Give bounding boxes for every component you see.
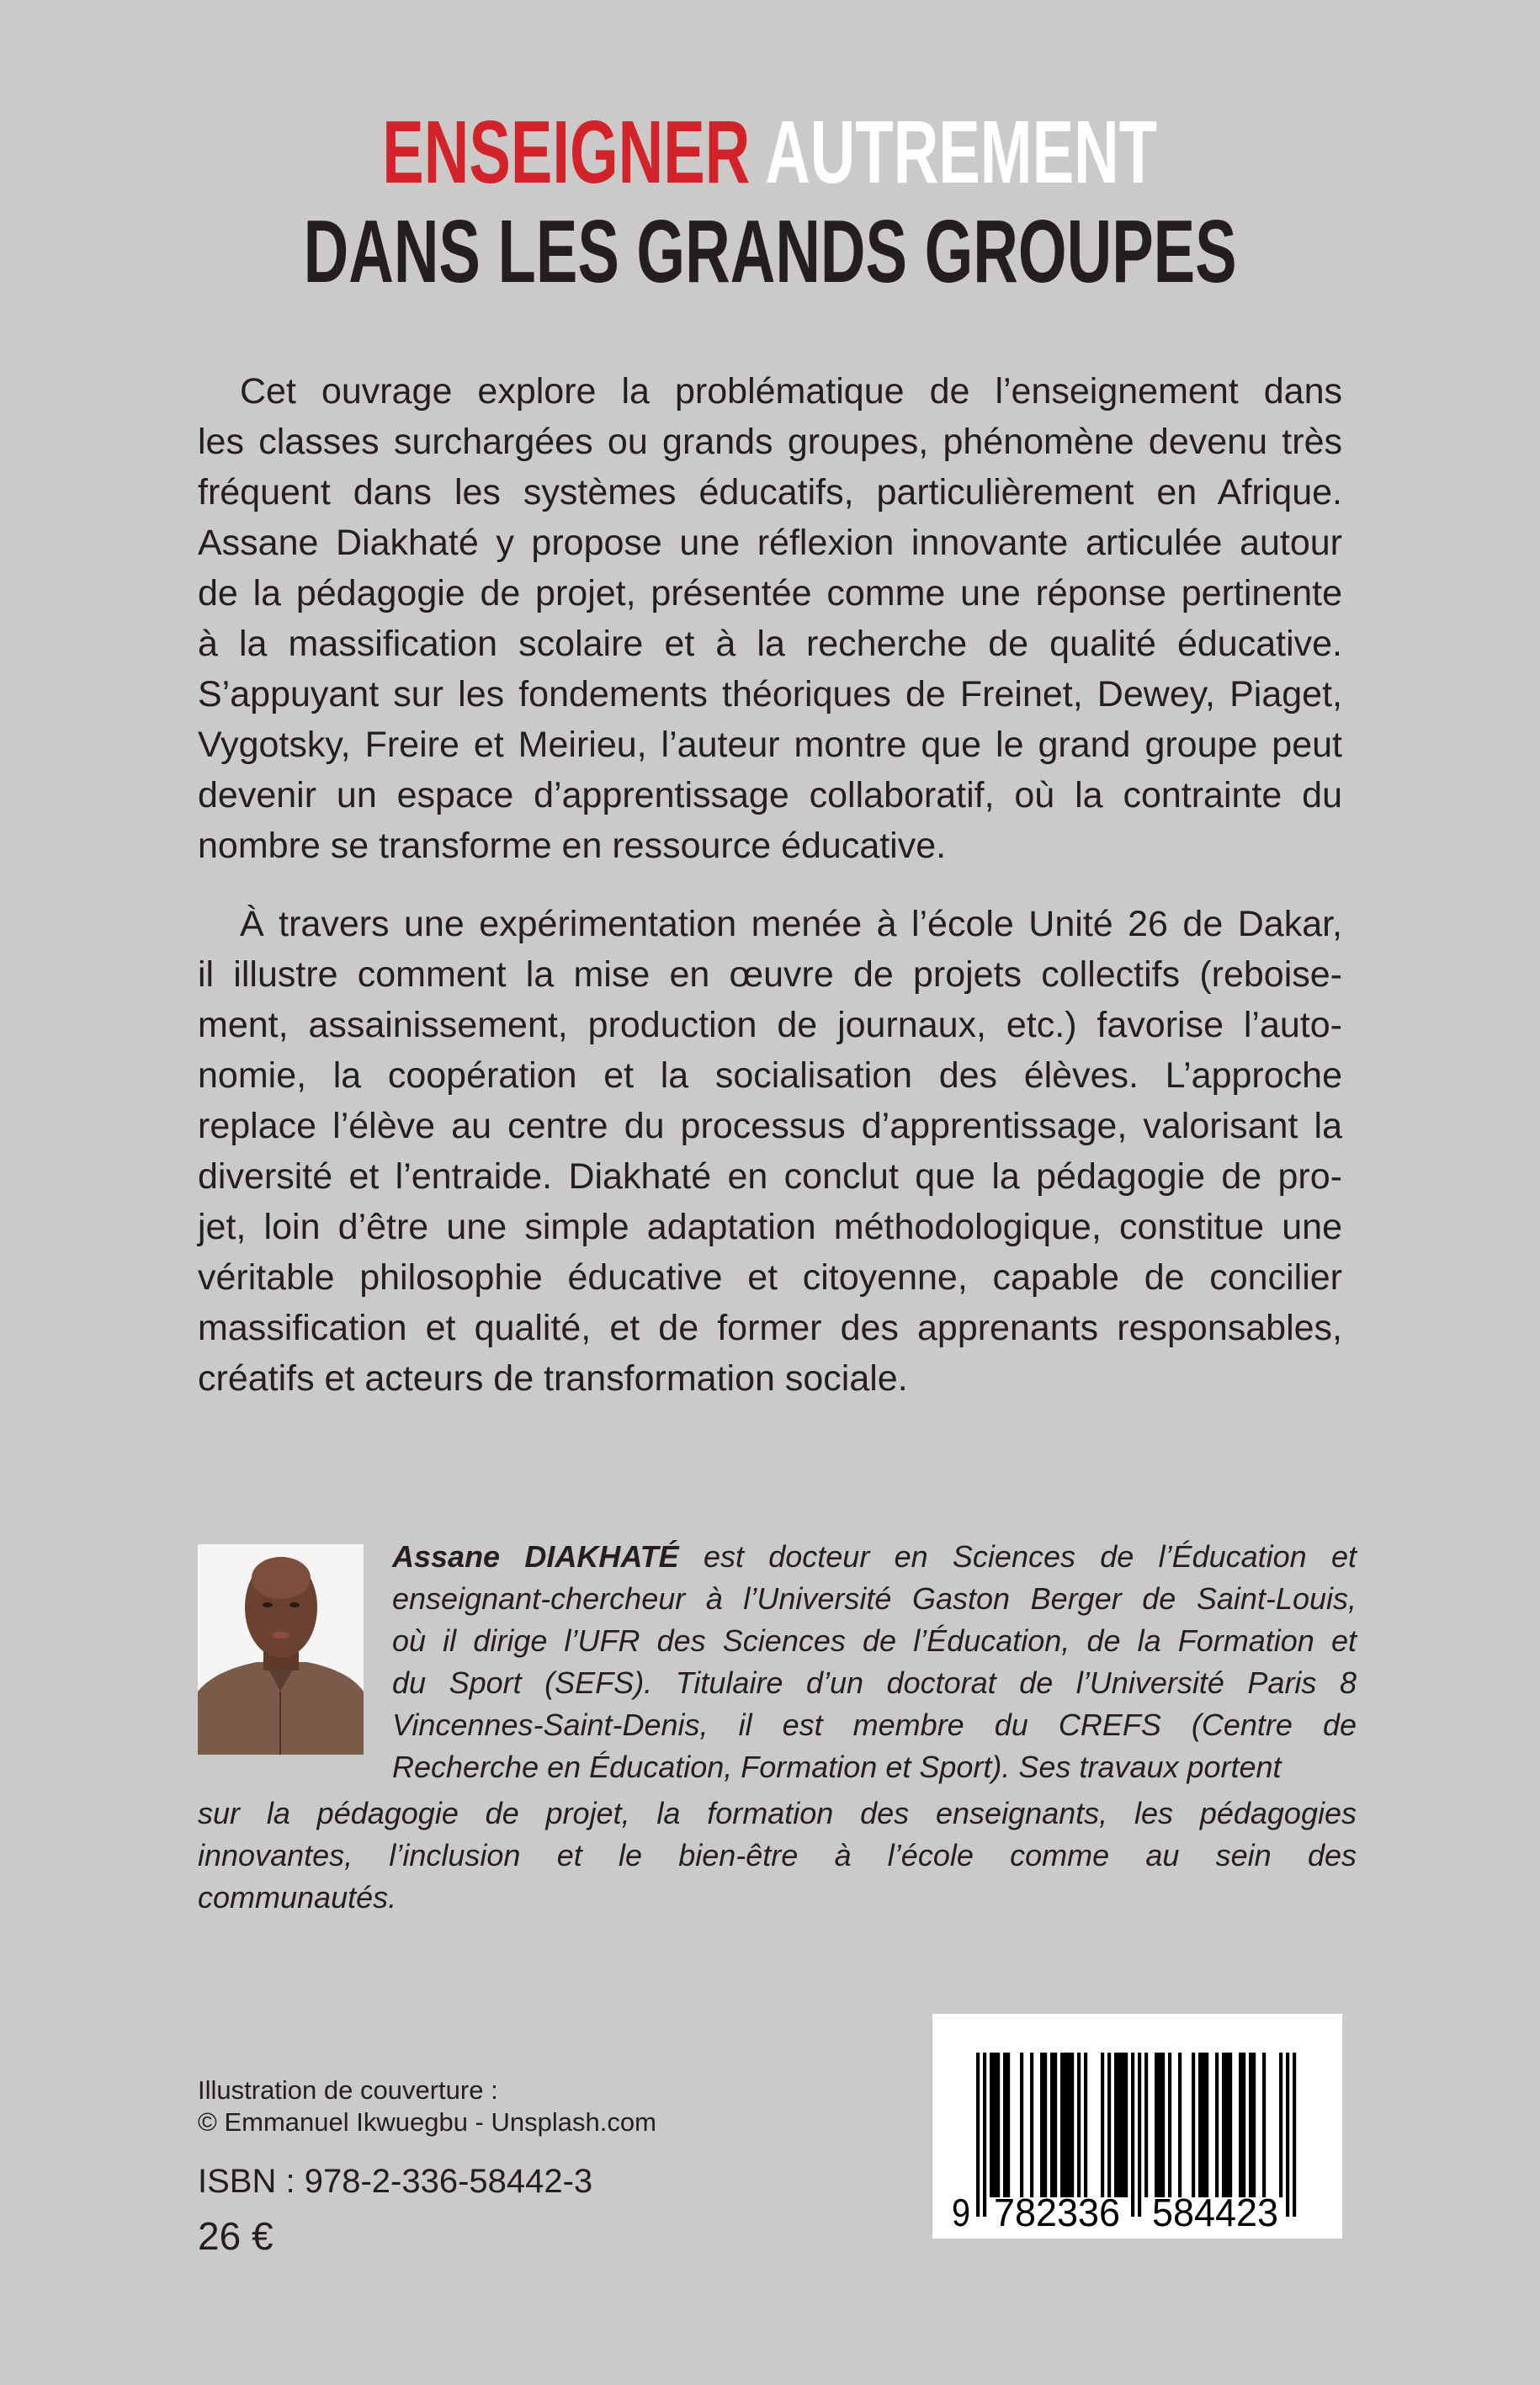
credit-label: Illustration de couverture : (198, 2075, 498, 2105)
text-line: créatifs et acteurs de transformation sociale. (198, 1358, 908, 1399)
barcode-bar (990, 2053, 993, 2197)
text-line: Vincennes-Saint-Denis, il est membre du CREFS (Centre de (392, 1708, 1357, 1742)
barcode-bar (983, 2053, 986, 2217)
barcode-bar (1114, 2053, 1118, 2197)
author-photo (198, 1544, 364, 1755)
barcode-bar (1293, 2053, 1296, 2217)
text-line: S’appuyant sur les fondements théoriques de Freinet, Dewey, Piaget, (198, 674, 1342, 714)
author-bio-below-photo (198, 1793, 1357, 1919)
credit-source: © Emmanuel Ikwuegbu - Unsplash.com (198, 2107, 656, 2137)
text-line: de la pédagogie de projet, présentée comme une réponse pertinente (198, 573, 1342, 614)
text-line: innovantes, l’inclusion et le bien-être à l’école comme au sein des (198, 1838, 1357, 1872)
barcode-bar (1054, 2053, 1057, 2197)
price: 26 € (198, 2214, 273, 2258)
barcode-bar (1215, 2053, 1219, 2197)
text-line: enseignant-chercheur à l’Université Gaston Berger de Saint-Louis, (392, 1581, 1357, 1616)
barcode-bar (1067, 2053, 1070, 2197)
barcode-bar (1158, 2053, 1161, 2197)
barcode-bar (1239, 2053, 1242, 2197)
text-line: à la massification scolaire et à la recherche de qualité éducative. (198, 624, 1342, 664)
summary-paragraph-1 (198, 366, 1342, 871)
barcode-bar (1040, 2053, 1043, 2197)
summary-paragraph-2 (198, 899, 1342, 1404)
text-line: ment, assainissement, production de journaux, etc.) favorise l’auto- (198, 1005, 1342, 1045)
barcode-bar (1249, 2053, 1252, 2197)
barcode-bar (1060, 2053, 1064, 2197)
author-name: Assane DIAKHATÉ (392, 1539, 679, 1574)
barcode (932, 2014, 1342, 2239)
barcode-bar (1161, 2053, 1165, 2197)
barcode-digits-left: 782336 (994, 2191, 1120, 2234)
barcode-bar (1124, 2053, 1128, 2197)
title-line-2-text: DANS LES GRANDS GROUPES (303, 202, 1237, 301)
text-line: massification et qualité, et de former des apprenants responsables, (198, 1308, 1342, 1348)
text-line: diversité et l’entraide. Diakhaté en conclut que la pédagogie de pro- (198, 1156, 1342, 1197)
barcode-bar (1077, 2053, 1081, 2197)
text-line: les classes surchargées ou grands groupes, phénomène devenu très (198, 422, 1342, 462)
barcode-bar (1178, 2053, 1182, 2197)
text-line: du Sport (SEFS). Titulaire d’un doctorat de l’Université Paris 8 (392, 1665, 1357, 1700)
text-line: communautés. (198, 1880, 397, 1915)
text-line: nombre se transforme en ressource éducative. (198, 826, 947, 866)
barcode-bar (1020, 2053, 1023, 2197)
barcode-digits-first: 9 (952, 2191, 970, 2234)
author-bio-beside-photo (392, 1536, 1357, 1788)
barcode-bar (1225, 2053, 1229, 2197)
barcode-bar (1064, 2053, 1067, 2197)
barcode-bar (1107, 2053, 1111, 2197)
barcode-bar (1101, 2053, 1104, 2197)
barcode-bar (1084, 2053, 1087, 2197)
barcode-bar (1030, 2053, 1033, 2197)
text-line: jet, loin d’être une simple adaptation méthodologique, constitue une (198, 1207, 1342, 1247)
barcode-bar (1003, 2053, 1006, 2197)
isbn: ISBN : 978-2-336-58442-3 (198, 2163, 593, 2200)
title-line-1 (0, 103, 1540, 202)
bio-text: est docteur en Sciences de l’Éducation et (678, 1539, 1357, 1574)
barcode-bar (1006, 2053, 1010, 2197)
barcode-bar (1286, 2053, 1289, 2217)
barcode-bar (1192, 2053, 1195, 2197)
barcode-bar (1131, 2053, 1134, 2217)
text-line: véritable philosophie éducative et citoyenne, capable de concilier (198, 1257, 1342, 1298)
barcode-bar (1252, 2053, 1256, 2197)
text-line: sur la pédagogie de projet, la formation des enseignants, les pédagogies (198, 1796, 1357, 1830)
barcode-bar (1118, 2053, 1121, 2197)
barcode-bar (1222, 2053, 1225, 2197)
barcode-bar (993, 2053, 996, 2197)
barcode-bar (1229, 2053, 1232, 2197)
barcode-bar (1155, 2053, 1158, 2197)
barcode-bar (1242, 2053, 1245, 2197)
barcode-bar (1043, 2053, 1047, 2197)
cover-credit (198, 2074, 656, 2138)
title-red-word: ENSEIGNER (382, 103, 751, 202)
title-white-word: AUTREMENT (765, 103, 1158, 202)
text-line: devenir un espace d’apprentissage collaboratif, où la contrainte du (198, 775, 1342, 815)
barcode-bar (1121, 2053, 1124, 2197)
barcode-bar (1138, 2053, 1141, 2217)
barcode-bar (1070, 2053, 1074, 2197)
text-line: Cet ouvrage explore la problématique de l’enseignement dans (240, 371, 1342, 412)
text-line: Recherche en Éducation, Formation et Sport). Ses travaux portent (392, 1750, 1282, 1784)
text-line: il illustre comment la mise en œuvre de projets collectifs (reboise- (198, 954, 1342, 995)
barcode-bar (1202, 2053, 1205, 2197)
text-line: nomie, la coopération et la socialisation des élèves. L’approche (198, 1055, 1342, 1096)
barcode-bar (1198, 2053, 1202, 2197)
text-line: replace l’élève au centre du processus d’apprentissage, valorisant la (198, 1106, 1342, 1146)
title-line-2 (0, 202, 1540, 301)
barcode-bar (1144, 2053, 1148, 2197)
text-line: où il dirige l’UFR des Sciences de l’Éducation, de la Formation et (392, 1623, 1357, 1658)
barcode-bar (996, 2053, 1000, 2197)
barcode-bar (1279, 2053, 1282, 2197)
barcode-bar (1050, 2053, 1054, 2197)
barcode-bar (1205, 2053, 1208, 2197)
barcode-digits-right: 584423 (1152, 2191, 1278, 2234)
text-line: À travers une expérimentation menée à l’école Unité 26 de Dakar, (240, 904, 1342, 944)
barcode-bar (1168, 2053, 1171, 2197)
bio-line (392, 1536, 1357, 1578)
bio-lines (392, 1578, 1357, 1788)
text-line: Vygotsky, Freire et Meirieu, l’auteur montre que le grand groupe peut (198, 725, 1342, 765)
text-line: fréquent dans les systèmes éducatifs, particulièrement en Afrique. (198, 472, 1342, 513)
barcode-bar (1262, 2053, 1266, 2197)
barcode-bar (976, 2053, 980, 2217)
text-line: Assane Diakhaté y propose une réflexion innovante articulée autour (198, 523, 1342, 563)
